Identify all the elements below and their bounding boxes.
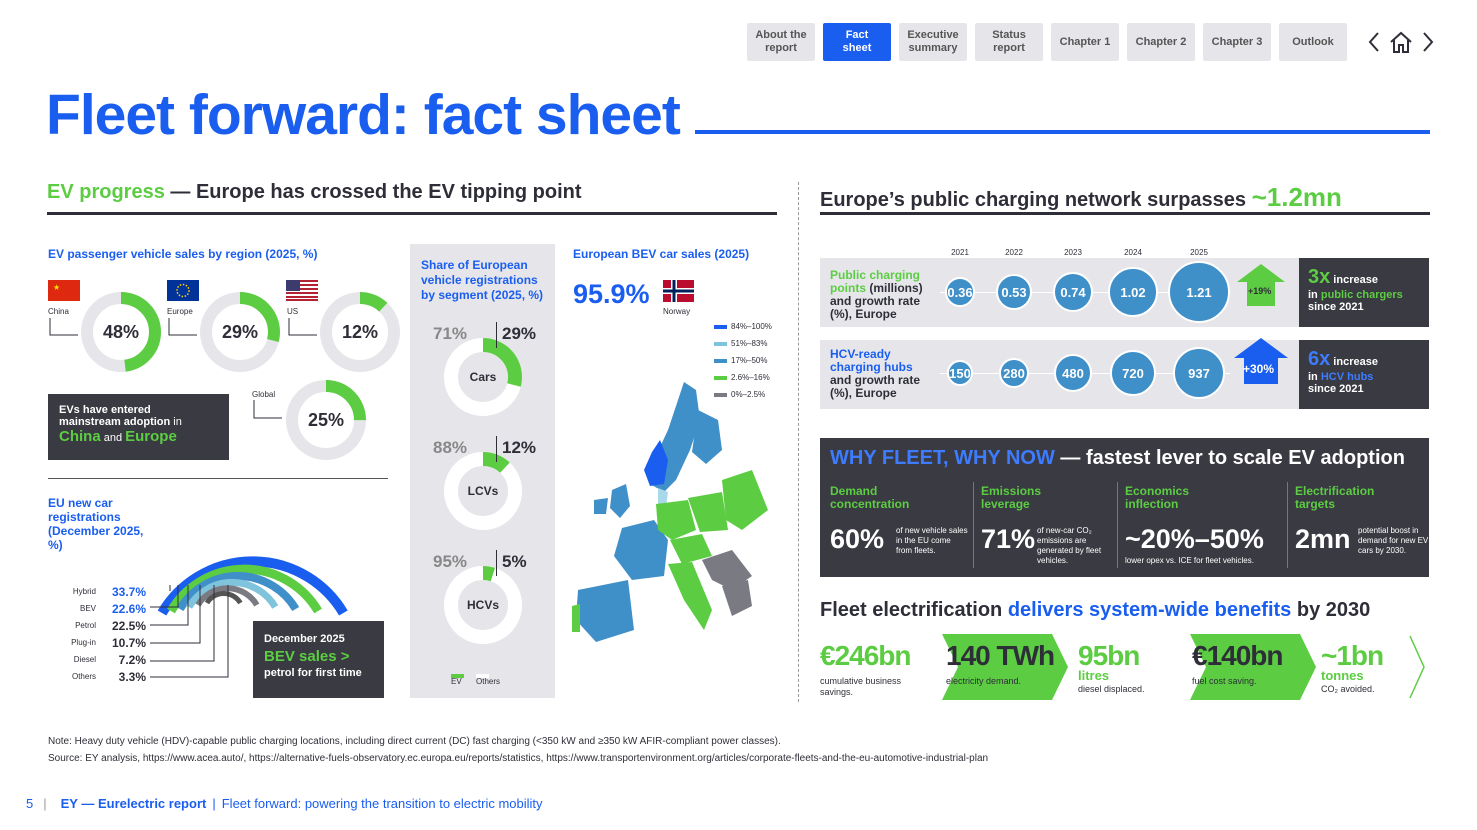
why-col-title: Economics inflection: [1125, 484, 1190, 511]
source: Source: EY analysis, https://www.acea.auto/, https://alternative-fuels-observatory.ec.europa.eu/reports/statistics, https://www.transportenvironment.org/articles/corporate-fleets-and-the-eu-automotive-industrial-plan: [48, 753, 989, 764]
stat2-since: since 2021: [1308, 383, 1364, 395]
svg-text:★: ★: [53, 283, 61, 292]
why-heading-blue: WHY FLEET, WHY NOW: [830, 447, 1055, 469]
europe-label: Europe: [167, 307, 193, 316]
china-label: China: [48, 307, 69, 316]
segment-ev: 29%: [502, 324, 537, 343]
benefit-value: 140 TWh: [946, 640, 1055, 671]
region-divider: [48, 478, 388, 479]
row1-growth: +19%: [1248, 286, 1272, 296]
box-and: and: [100, 432, 126, 444]
eu-row-value: 33.7%: [111, 585, 146, 599]
hcv-bubble: 280: [999, 358, 1029, 388]
segment-others: 71%: [433, 324, 468, 343]
why-divider: [1117, 482, 1118, 568]
segment-title: Share of European vehicle registrations by segment (2025, %): [421, 258, 544, 302]
region-title: EV passenger vehicle sales by region (2025, %): [48, 247, 318, 261]
hcv-bubble: 480: [1054, 354, 1092, 392]
why-col-desc: of new vehicle sales in the EU come from fleets.: [896, 526, 968, 555]
charging-bubble: 0.36: [945, 277, 975, 307]
global-label: Global: [252, 390, 276, 399]
eu-row-label: Hybrid: [72, 587, 96, 596]
footer-subtitle: Fleet forward: powering the transition to electric mobility: [221, 796, 543, 811]
note: Note: Heavy duty vehicle (HDV)-capable public charging locations, including direct current (DC) fast charging (<350 kW and ≥350 kW AFIR-compliant power classes).: [48, 736, 781, 747]
footer: 5 | EY — Eurelectric report | Fleet forward: powering the transition to electric mobility: [26, 796, 543, 811]
stat1-since: since 2021: [1308, 301, 1364, 313]
heading-rest: — Europe has crossed the EV tipping point: [164, 181, 582, 203]
chevron-right-icon[interactable]: [1420, 30, 1436, 54]
tab-executive-summary[interactable]: Executive summary: [899, 23, 967, 61]
map-legend-label: 0%–2.5%: [731, 390, 766, 399]
eu-row-value: 22.5%: [111, 619, 146, 633]
segment-others: 88%: [433, 438, 468, 457]
benefits-h2: delivers system-wide benefits: [1007, 599, 1292, 621]
top-nav: [747, 23, 1347, 61]
stat2-hl: HCV hubs: [1320, 371, 1374, 383]
box-in: in: [170, 416, 182, 428]
europe-value: 29%: [221, 321, 259, 342]
why-col-desc: potential boost in demand for new EV cars by 2030.: [1358, 526, 1429, 555]
tab-chapter-1[interactable]: Chapter 1: [1051, 23, 1119, 61]
legend-others: Others: [476, 677, 501, 686]
stat2-word: increase: [1330, 356, 1378, 368]
why-fleet-box: [820, 438, 1429, 577]
benefit-unit: litres: [1078, 668, 1110, 683]
eu-row-label: BEV: [79, 604, 96, 613]
benefit-value: ~1bn: [1321, 640, 1384, 671]
footer-sep: |: [212, 796, 216, 811]
segment-others: 95%: [433, 552, 468, 571]
norway-flag-icon: [663, 280, 694, 302]
hcv-bubble: 150: [947, 360, 973, 386]
hcv-bubble: 720: [1110, 350, 1156, 396]
norway-value: 95.9%: [573, 279, 650, 309]
why-col-value: ~20%–50%: [1125, 524, 1264, 554]
map-title: European BEV car sales (2025): [573, 247, 750, 261]
stat1-hl: public chargers: [1320, 289, 1403, 301]
row1-label-rest: (millions) and growth rate (%), Europe: [830, 281, 923, 321]
benefit-desc: fuel cost saving.: [1192, 676, 1257, 686]
row2-label-blue: HCV-ready charging hubs: [830, 347, 913, 374]
charging-bubble: 0.74: [1053, 272, 1093, 312]
benefit-desc: CO₂ avoided.: [1321, 684, 1375, 694]
benefit-desc: electricity demand.: [946, 676, 1022, 686]
eu-row-value: 7.2%: [118, 653, 146, 667]
hcv-bubble: 937: [1173, 347, 1225, 399]
eu-row-value: 3.3%: [118, 670, 146, 684]
bev-box: [253, 621, 384, 698]
footer-brand: EY — Eurelectric report: [60, 796, 207, 811]
why-col-title: Electrification targets: [1295, 484, 1375, 511]
segment-ev: 12%: [502, 438, 537, 457]
page-number: 5: [26, 796, 34, 811]
chevron-left-icon[interactable]: [1366, 30, 1382, 54]
bev-box-l1: December 2025: [264, 633, 345, 645]
why-col-title: Demand concentration: [830, 484, 910, 511]
map-legend-swatch: [714, 325, 727, 329]
charging-bubble: 1.21: [1168, 261, 1230, 323]
row2-growth: +30%: [1243, 362, 1275, 376]
why-divider: [973, 482, 974, 568]
benefit-desc: cumulative business savings.: [820, 676, 902, 697]
box-line2: mainstream adoption: [59, 416, 171, 428]
charging-bubble: 1.02: [1108, 267, 1158, 317]
home-icon[interactable]: [1388, 30, 1414, 54]
benefits-h3: by 2030: [1291, 599, 1371, 621]
norway-label: Norway: [663, 307, 691, 316]
map-legend-label: 84%–100%: [731, 322, 772, 331]
eu-row-label: Petrol: [75, 621, 96, 630]
bev-box-l2: BEV sales >: [264, 648, 350, 665]
why-heading-rest: — fastest lever to scale EV adoption: [1054, 447, 1405, 469]
segment-tick: [496, 550, 497, 576]
benefit-unit: tonnes: [1321, 668, 1364, 683]
why-divider: [1287, 482, 1288, 568]
stat2-in: in: [1308, 371, 1321, 383]
map-legend-label: 17%–50%: [731, 356, 768, 365]
tab-about[interactable]: About the report: [747, 23, 815, 61]
left-rule: [47, 212, 777, 215]
map-legend-label: 2.6%–16%: [731, 373, 770, 382]
eu-connectors: [150, 585, 240, 685]
benefits-heading: [820, 599, 1370, 622]
why-col-value: 71%: [981, 524, 1036, 554]
legend-ev: EV: [451, 677, 462, 686]
why-col-desc: of new-car CO₂ emissions are generated by fleet vehicles.: [1037, 526, 1102, 565]
tab-outlook[interactable]: Outlook: [1279, 23, 1347, 61]
growth-arrow-green-icon: [1237, 264, 1285, 306]
box-line1: EVs have entered: [59, 404, 151, 416]
china-value: 48%: [102, 321, 140, 342]
eu-row-label: Plug-in: [71, 638, 96, 647]
page-title: Fleet forward: fact sheet: [46, 83, 680, 147]
charging-heading-text: Europe’s public charging network surpasses: [820, 189, 1252, 211]
map-legend-swatch: [714, 359, 727, 363]
why-col-value: 2mn: [1295, 524, 1351, 554]
stat1-in: in: [1308, 289, 1321, 301]
eu-row-label: Diesel: [73, 655, 96, 664]
row2-label: [830, 348, 930, 400]
benefit-value: €246bn: [820, 640, 911, 671]
benefit-value: €140bn: [1192, 640, 1283, 671]
benefits-h1: Fleet electrification: [820, 599, 1008, 621]
stat-box-2: [1299, 340, 1429, 409]
row1-label-green: Public charging points: [830, 268, 921, 295]
us-value: 12%: [341, 321, 379, 342]
row1-label: [830, 269, 930, 321]
year-label: 2024: [1124, 248, 1142, 257]
bev-box-l3: petrol for first time: [264, 667, 362, 679]
segment-name: LCVs: [467, 484, 499, 498]
eu-row-value: 10.7%: [111, 636, 146, 650]
segment-name: Cars: [469, 370, 497, 384]
us-label: US: [287, 307, 299, 316]
eu-title: EU new car registrations (December 2025, %): [48, 496, 144, 552]
right-rule: [820, 212, 1430, 215]
stat1-word: increase: [1330, 274, 1378, 286]
nav-icons: [1366, 30, 1436, 54]
stat2-value: 6x: [1308, 348, 1331, 370]
charging-bubble: 0.53: [996, 274, 1032, 310]
tab-chapter-2[interactable]: Chapter 2: [1127, 23, 1195, 61]
map-legend-label: 51%–83%: [731, 339, 768, 348]
year-label: 2023: [1064, 248, 1082, 257]
mainstream-box: [48, 394, 229, 460]
stat-box-1: [1299, 258, 1429, 327]
tab-fact-sheet[interactable]: Fact sheet: [823, 23, 891, 61]
title-rule: [695, 130, 1430, 134]
why-col-desc: lower opex vs. ICE for fleet vehicles.: [1125, 556, 1254, 565]
charging-heading-value: ~1.2mn: [1251, 182, 1342, 212]
ev-progress-heading: [47, 181, 582, 204]
charging-heading: [820, 182, 1342, 213]
segment-ev: 5%: [502, 552, 527, 571]
segment-name: HCVs: [466, 598, 499, 612]
eu-row-label: Others: [71, 672, 96, 681]
box-china: China: [59, 428, 101, 445]
stat1-value: 3x: [1308, 266, 1331, 288]
growth-arrow-blue-icon: [1234, 338, 1288, 384]
global-value: 25%: [307, 409, 345, 430]
eu-row-value: 22.6%: [111, 602, 146, 616]
year-label: 2025: [1190, 248, 1208, 257]
segment-tick: [496, 436, 497, 462]
why-col-title: Emissions leverage: [981, 484, 1042, 511]
segment-tick: [496, 322, 497, 348]
benefit-value: 95bn: [1078, 640, 1140, 671]
year-label: 2021: [951, 248, 969, 257]
year-label: 2022: [1005, 248, 1023, 257]
map-legend-swatch: [714, 342, 727, 346]
europe-map: [572, 380, 782, 690]
tab-status-report[interactable]: Status report: [975, 23, 1043, 61]
why-col-value: 60%: [830, 524, 885, 554]
column-separator: [798, 182, 799, 702]
tab-chapter-3[interactable]: Chapter 3: [1203, 23, 1271, 61]
heading-green: EV progress: [47, 181, 165, 203]
row2-label-rest: and growth rate (%), Europe: [830, 373, 921, 400]
benefit-desc: diesel displaced.: [1078, 684, 1145, 694]
box-europe: Europe: [125, 428, 177, 445]
